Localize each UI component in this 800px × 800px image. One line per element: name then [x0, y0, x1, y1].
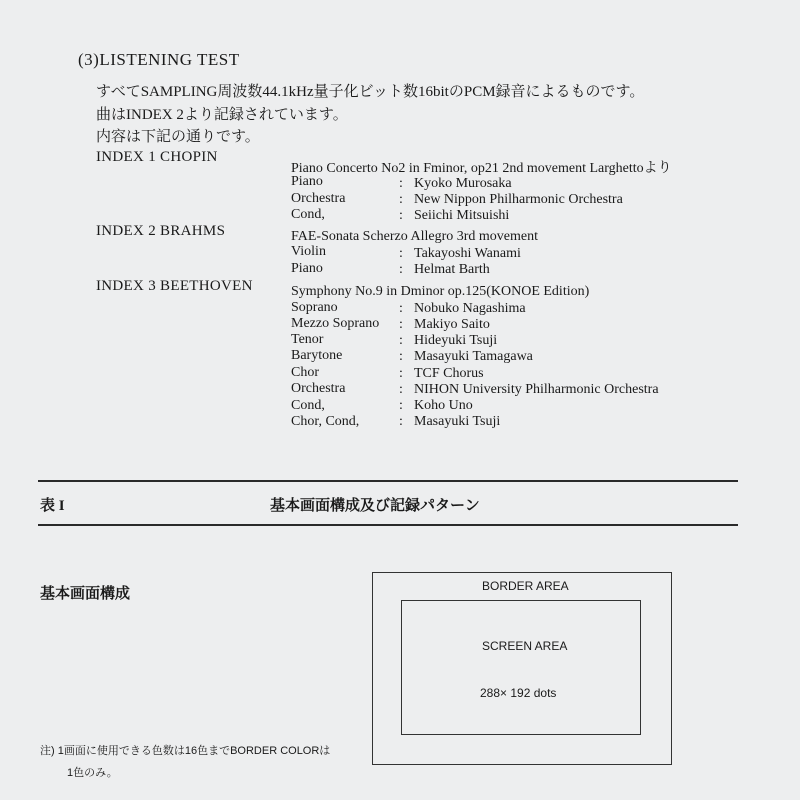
credit-colon: : — [399, 382, 403, 397]
footnote-line: 1色のみ。 — [67, 767, 118, 779]
table-title: 基本画面構成及び記録パターン — [270, 498, 480, 514]
credit-name: Masayuki Tsuji — [414, 414, 501, 429]
credit-role: Cond, — [291, 207, 325, 222]
credit-name: Seiichi Mitsuishi — [414, 208, 510, 223]
work-title: FAE-Sonata Scherzo Allegro 3rd movement — [291, 229, 539, 244]
credit-role: Barytone — [291, 348, 343, 363]
work-title: Symphony No.9 in Dminor op.125(KONOE Edition) — [291, 284, 590, 299]
basic-screen-label: 基本画面構成 — [40, 586, 131, 602]
credit-name: Kyoko Murosaka — [414, 176, 512, 191]
credit-colon: : — [399, 398, 403, 413]
border-area-label: BORDER AREA — [482, 579, 569, 593]
credit-role: Orchestra — [291, 191, 346, 206]
credit-role: Orchestra — [291, 381, 346, 396]
screen-area-label: SCREEN AREA — [482, 639, 568, 653]
index-label: INDEX 2 BRAHMS — [96, 223, 226, 239]
credit-role: Chor, Cond, — [291, 414, 360, 429]
credit-name: Takayoshi Wanami — [414, 246, 521, 261]
credit-name: Masayuki Tamagawa — [414, 349, 533, 364]
table-label: 表 I — [40, 498, 65, 514]
credit-colon: : — [399, 414, 403, 429]
credit-name: Makiyo Saito — [414, 317, 490, 332]
index-label: INDEX 3 BEETHOVEN — [96, 278, 253, 294]
intro-line: 内容は下記の通りです。 — [96, 129, 260, 145]
listening-test-heading: (3)LISTENING TEST — [78, 50, 240, 69]
credit-colon: : — [399, 208, 403, 223]
credit-name: New Nippon Philharmonic Orchestra — [414, 192, 623, 207]
credit-name: Helmat Barth — [414, 262, 490, 277]
credit-role: Violin — [291, 244, 326, 259]
credit-colon: : — [399, 349, 403, 364]
credit-colon: : — [399, 246, 403, 261]
credit-name: TCF Chorus — [414, 366, 484, 381]
credit-role: Cond, — [291, 398, 325, 413]
credit-name: Koho Uno — [414, 398, 473, 413]
credit-name: Hideyuki Tsuji — [414, 333, 498, 348]
intro-line: 曲はINDEX 2より記録されています。 — [96, 107, 348, 123]
divider-top — [38, 480, 738, 482]
credit-role: Mezzo Soprano — [291, 316, 380, 331]
credit-colon: : — [399, 333, 403, 348]
footnote-line: 注) 1画面に使用できる色数は16色までBORDER COLORは — [40, 745, 331, 757]
credit-role: Piano — [291, 261, 323, 276]
work-title: Piano Concerto No2 in Fminor, op21 2nd movement Larghettoより — [291, 161, 672, 176]
credit-role: Tenor — [291, 332, 324, 347]
credit-role: Chor — [291, 365, 319, 380]
credit-role: Piano — [291, 174, 323, 189]
credit-colon: : — [399, 317, 403, 332]
credit-name: Nobuko Nagashima — [414, 301, 526, 316]
credit-role: Soprano — [291, 300, 338, 315]
credit-colon: : — [399, 366, 403, 381]
credit-colon: : — [399, 301, 403, 316]
credit-name: NIHON University Philharmonic Orchestra — [414, 382, 659, 397]
divider-bottom — [38, 524, 738, 526]
credit-colon: : — [399, 262, 403, 277]
resolution-label: 288× 192 dots — [480, 686, 557, 700]
intro-line: すべてSAMPLING周波数44.1kHz量子化ビット数16bitのPCM録音によるものです。 — [96, 84, 645, 100]
index-label: INDEX 1 CHOPIN — [96, 149, 218, 165]
credit-colon: : — [399, 176, 403, 191]
credit-colon: : — [399, 192, 403, 207]
screen-area-box — [401, 600, 641, 735]
